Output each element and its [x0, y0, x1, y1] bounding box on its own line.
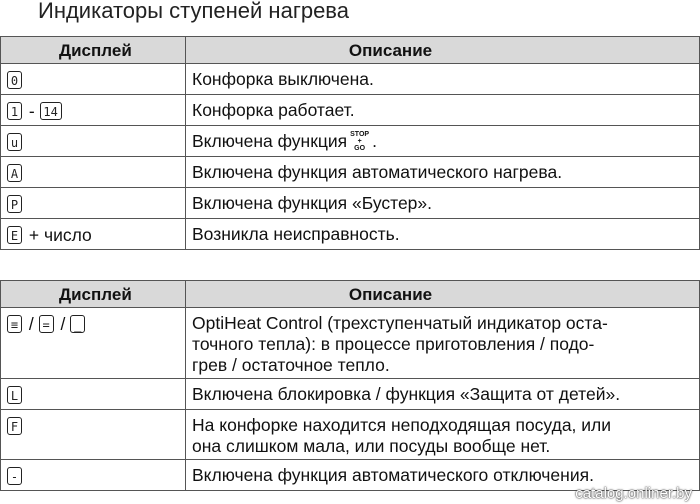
display-symbol-icon: A: [7, 164, 22, 182]
display-symbol-icon: _: [70, 315, 85, 333]
heat-levels-table: [0, 36, 700, 250]
row-description: Включена функция «Бустер».: [186, 188, 700, 219]
row-description: Включена функция автоматического отключения.: [186, 460, 700, 491]
table-row: [1, 64, 700, 95]
watermark: catalog.onliner.by: [575, 485, 692, 502]
column-header-display: Дисплей: [1, 281, 186, 308]
row-description-with-icon: [186, 126, 700, 157]
row-description: Включена функция: [192, 131, 348, 151]
display-symbol-icon: 14: [40, 102, 62, 120]
table-row: [1, 157, 700, 188]
row-description-suffix: .: [372, 131, 377, 151]
symbol-separator: /: [60, 313, 66, 334]
display-symbol-icon: E: [7, 226, 22, 244]
display-suffix: + число: [28, 224, 92, 245]
symbol-separator: /: [28, 313, 34, 334]
display-symbol-icon: L: [7, 386, 22, 404]
table-row: [1, 95, 700, 126]
display-symbol-icon: F: [7, 417, 22, 435]
table-row: [1, 379, 700, 410]
display-symbol-icon: 0: [7, 71, 22, 89]
range-separator: -: [28, 100, 35, 121]
display-symbol-icon: 1: [7, 102, 22, 120]
display-symbol-icon: -: [7, 467, 22, 485]
table-row: [1, 308, 700, 379]
table-row: [1, 188, 700, 219]
column-header-display: Дисплей: [1, 37, 186, 64]
row-description: На конфорке находится неподходящая посуда, или она слишком мала, или посуды вообще нет.: [186, 410, 700, 460]
display-symbol-icon: u: [7, 133, 22, 151]
table-row: [1, 219, 700, 250]
row-description: Включена функция автоматического нагрева.: [186, 157, 700, 188]
row-description: Конфорка выключена.: [186, 64, 700, 95]
column-header-description: Описание: [186, 37, 700, 64]
page-title: Индикаторы ступеней нагрева: [38, 0, 349, 23]
display-symbol-icon: =: [39, 315, 54, 333]
table-row: [1, 410, 700, 460]
column-header-description: Описание: [186, 281, 700, 308]
status-indicators-table: [0, 280, 700, 491]
display-symbol-icon: ≡: [7, 315, 22, 333]
row-description: Возникла неисправность.: [186, 219, 700, 250]
table-row: [1, 126, 700, 157]
row-description: Включена блокировка / функция «Защита от детей».: [186, 379, 700, 410]
row-description: OptiHeat Control (трехступенчатый индикатор оста- точного тепла): в процессе приготовления / подо- грев / остаточное тепло.: [186, 308, 700, 379]
row-description: Конфорка работает.: [186, 95, 700, 126]
stop-go-icon: STOP + GO: [350, 131, 370, 152]
display-symbol-icon: P: [7, 195, 22, 213]
